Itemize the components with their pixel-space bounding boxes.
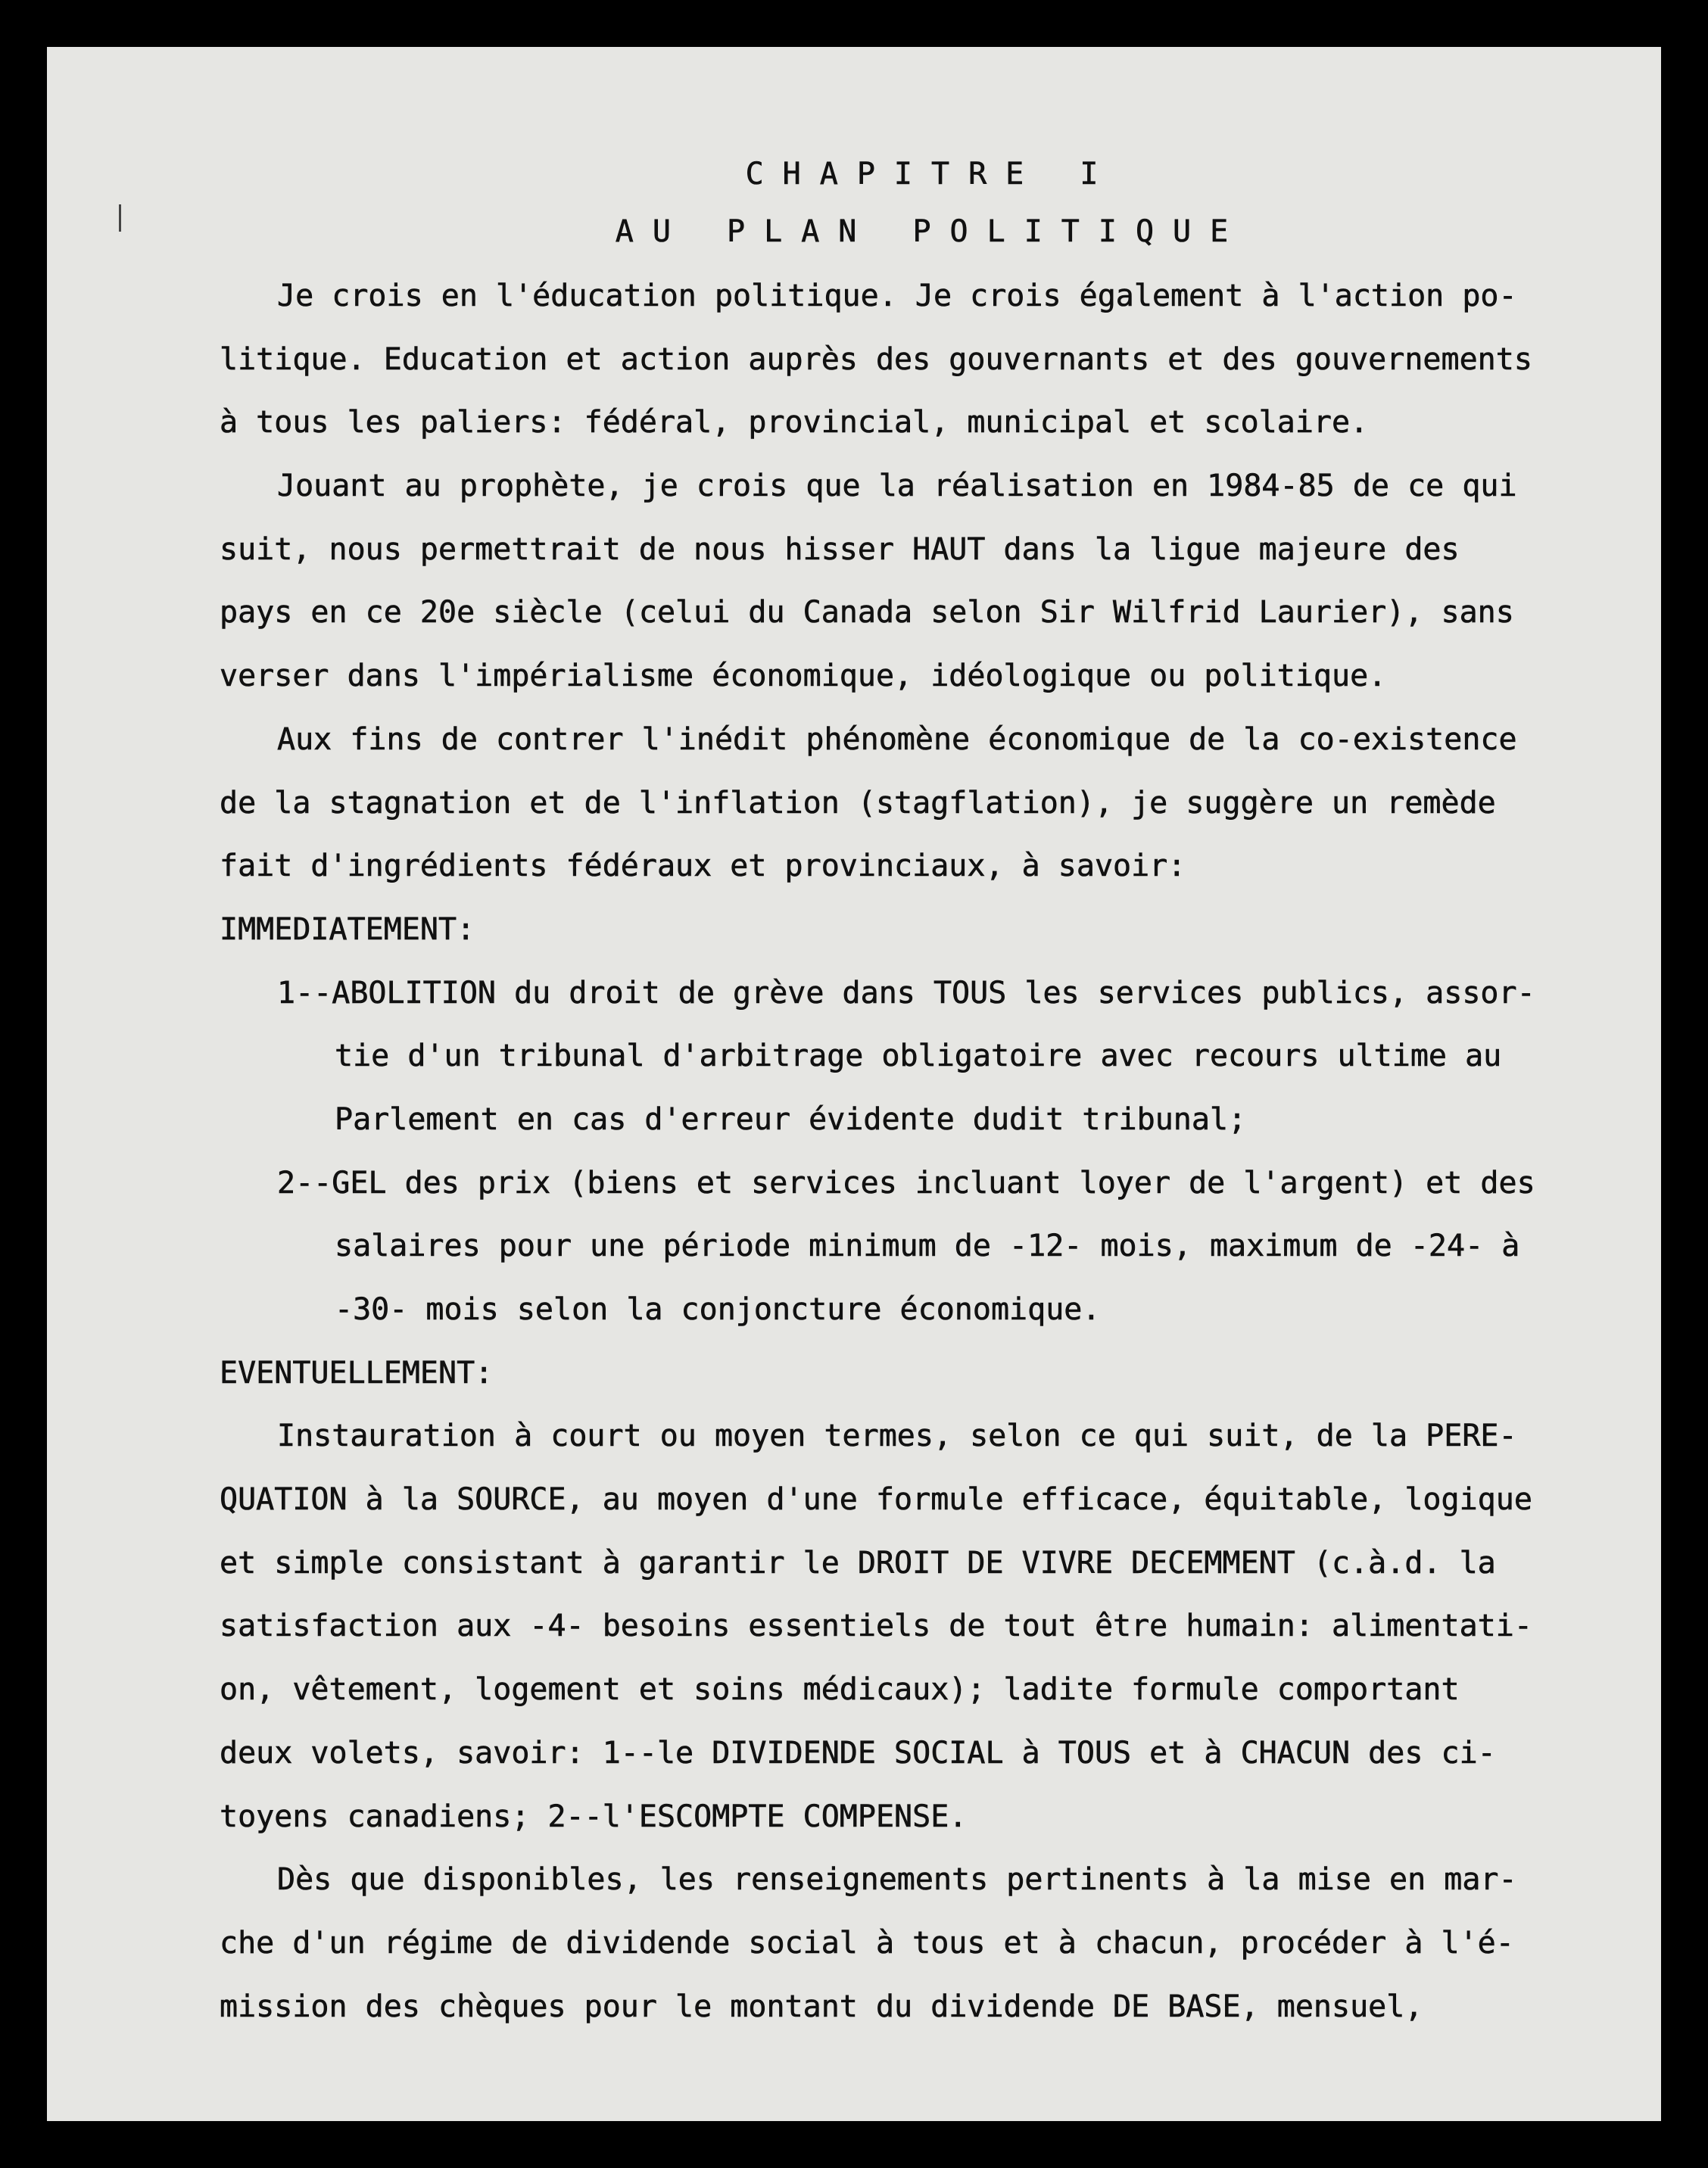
- text-line: on, vêtement, logement et soins médicaux); ladite formule comportant: [220, 1672, 1460, 1708]
- chapter-subtitle: AU PLAN POLITIQUE: [615, 214, 1248, 249]
- text-line: litique. Education et action auprès des gouvernants et des gouvernements: [220, 341, 1532, 377]
- document-page: [47, 47, 1661, 2121]
- text-line: Jouant au prophète, je crois que la réalisation en 1984-85 de ce qui: [277, 469, 1517, 504]
- text-line: salaires pour une période minimum de -12- mois, maximum de -24- à: [335, 1229, 1520, 1264]
- text-line: et simple consistant à garantir le DROIT DE VIVRE DECEMMENT (c.à.d. la: [220, 1545, 1496, 1581]
- list-item: 1--ABOLITION du droit de grève dans TOUS les services publics, assor-: [277, 975, 1535, 1011]
- text-line: deux volets, savoir: 1--le DIVIDENDE SOCIAL à TOUS et à CHACUN des ci-: [220, 1735, 1496, 1771]
- text-line: Parlement en cas d'erreur évidente dudit tribunal;: [335, 1101, 1247, 1137]
- text-line: satisfaction aux -4- besoins essentiels de tout être humain: alimentati-: [220, 1609, 1532, 1644]
- text-line: Je crois en l'éducation politique. Je crois également à l'action po-: [277, 279, 1517, 313]
- text-line: de la stagnation et de l'inflation (stagflation), je suggère un remède: [220, 785, 1496, 821]
- text-line: suit, nous permettrait de nous hisser HAUT dans la ligue majeure des: [220, 531, 1460, 567]
- text-line: mission des chèques pour le montant du dividende DE BASE, mensuel,: [220, 1989, 1423, 2024]
- margin-mark: [119, 204, 121, 232]
- text-line: pays en ce 20e siècle (celui du Canada selon Sir Wilfrid Laurier), sans: [220, 595, 1514, 631]
- text-line: Aux fins de contrer l'inédit phénomène économique de la co-existence: [277, 721, 1517, 757]
- chapter-title: CHAPITRE I: [745, 157, 1117, 192]
- typed-text: [220, 145, 1661, 2039]
- text-line: fait d'ingrédients fédéraux et provinciaux, à savoir:: [220, 849, 1186, 884]
- text-line: tie d'un tribunal d'arbitrage obligatoire avec recours ultime au: [335, 1039, 1502, 1074]
- list-item: 2--GEL des prix (biens et services incluant loyer de l'argent) et des: [277, 1165, 1535, 1201]
- text-line: Instauration à court ou moyen termes, selon ce qui suit, de la PERE-: [277, 1419, 1517, 1454]
- text-line: toyens canadiens; 2--l'ESCOMPTE COMPENSE.: [220, 1799, 968, 1834]
- section-label: EVENTUELLEMENT:: [220, 1355, 494, 1391]
- text-line: verser dans l'impérialisme économique, idéologique ou politique.: [220, 659, 1387, 694]
- text-line: Dès que disponibles, les renseignements pertinents à la mise en mar-: [277, 1862, 1517, 1898]
- text-line: à tous les paliers: fédéral, provincial, municipal et scolaire.: [220, 405, 1369, 441]
- text-line: QUATION à la SOURCE, au moyen d'une formule efficace, équitable, logique: [220, 1482, 1532, 1518]
- section-label: IMMEDIATEMENT:: [220, 911, 475, 947]
- text-line: -30- mois selon la conjoncture économique.: [335, 1292, 1101, 1327]
- text-line: che d'un régime de dividende social à tous et à chacun, procéder à l'é-: [220, 1925, 1514, 1961]
